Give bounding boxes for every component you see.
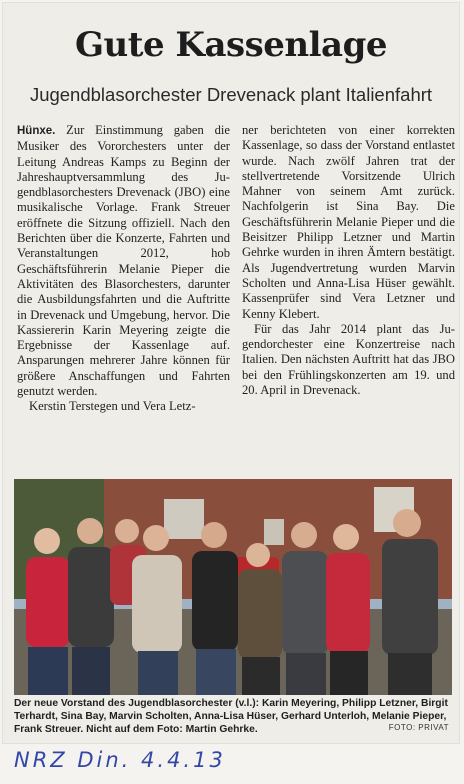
article-body (17, 123, 455, 475)
group-photo (14, 479, 452, 695)
paragraph: ner berichteten von einer korrekten Kassenlage, so dass der Vorstand entlastet wurde. Nach zwölf Jahren trat der stellvertretende Vorsitzende Ulrich Mahner von seinem Amt zurück. Nachfolgerin ist Sina Bay. Die Geschäftsführerin Melanie Pieper und die Beisitzer Philipp Letzner und Martin Gehrke wurden in ihren Ämtern bestätigt. Als Jugendvertretung wurden Marvin Scholten und Anna-Lisa Hüser gewählt. Kassenprüfer sind Vera Letzner und Kenny Klebert. (242, 123, 455, 321)
article-column-1 (17, 123, 230, 475)
article-headline: Gute Kassenlage (75, 25, 387, 65)
paragraph (17, 123, 230, 399)
group-photo-illustration (14, 479, 452, 695)
newspaper-clipping (3, 3, 459, 743)
paragraph: Für das Jahr 2014 plant das Jugendorchester eine Konzertreise nach Italien. Den nächsten Auftritt hat das JBO bei den Frühlingskonzerten am 19. und 20. April in Drevenack. (242, 321, 455, 398)
handwritten-source-note: NRZ Din. 4.4.13 (14, 748, 226, 772)
photo-caption: Der neue Vorstand des Jugendblasorchester (v.l.): Karin Meyering, Philipp Letzner, Birgit Terhardt, Sina Bay, Marvin Scholten, Anna-Lisa Hüser, Gerhard Unterloh, Melanie Pieper, Frank Streuer. Nicht auf dem Foto: Martin Gehrke. (14, 698, 448, 735)
article-column-2 (242, 123, 455, 475)
paragraph: Kerstin Terstegen und Vera Letz- (29, 399, 196, 414)
article-subheadline: Jugendblasorchester Drevenack plant Italienfahrt (29, 84, 433, 105)
photo-credit: FOTO: PRIVAT (388, 723, 449, 732)
dateline-place: Hünxe. (17, 125, 56, 137)
paragraph-text: Zur Einstimmung gaben die Musiker des Vororchesters unter der Leitung Andreas Kamps zu Beginn der Jahreshauptversammlung des Jugendblasorchesters Drevenack (JBO) eine musikalische Vorlage. Frank Streuer eröffnete die Sitzung offiziell. Nach den Berichten über die Konzerte, Fahrten und Veranstaltungen 2012, hob Geschäftsführerin Melanie Pieper die Aktivitäten des Blasorchesters, darunter die Ausbildungsfahrten und die Auftritte in Drevenack und Umgebung, hervor. Die Kassiererin Karin Meyering zeigte die Ergebnisse der Kassenlage auf. Ansparungen mehrerer Jahre können für größere Anschaffungen und Fahrten genutzt werden. (17, 123, 230, 399)
